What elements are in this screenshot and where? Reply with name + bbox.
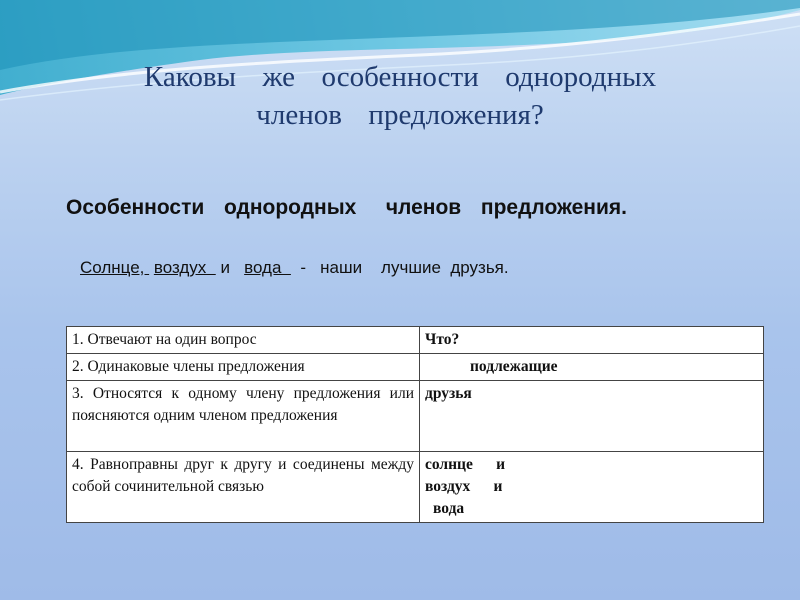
example-word-solnce: Солнце, xyxy=(80,258,150,277)
slide-title-line-1: Каковы же особенности однородных xyxy=(143,61,657,93)
example-separator-2: и xyxy=(215,258,245,277)
table-row xyxy=(67,381,764,452)
table-row xyxy=(67,452,764,523)
example-sentence xyxy=(80,258,509,278)
table-cell-line: друзья xyxy=(425,385,472,402)
example-word-voda: вода xyxy=(244,258,291,277)
example-sentence-rest: - наши лучшие друзья. xyxy=(290,258,509,277)
table-cell-example xyxy=(420,354,764,381)
table-row xyxy=(67,354,764,381)
table-cell-example xyxy=(420,452,764,523)
features-table xyxy=(66,326,764,523)
table-cell-line: Что? xyxy=(425,331,460,348)
table-cell-feature: 4. Равноправны друг к другу и соединены между собой сочинительной связью xyxy=(67,452,420,523)
table-cell-feature: 2. Одинаковые члены предложения xyxy=(67,354,420,381)
table-cell-line: солнце и xyxy=(425,456,506,473)
slide-title xyxy=(0,58,800,134)
table-cell-line: воздух и xyxy=(425,478,503,495)
table-cell-line: подлежащие xyxy=(470,358,558,375)
table-cell-feature: 3. Относятся к одному члену предложения или поясняются одним членом предложения xyxy=(67,381,420,452)
table-cell-example xyxy=(420,381,764,452)
table-row xyxy=(67,327,764,354)
section-heading: Особенности однородных членов предложения. xyxy=(66,196,627,219)
slide-title-line-2: членов предложения? xyxy=(256,99,544,131)
table-cell-example xyxy=(420,327,764,354)
table-cell-feature: 1. Отвечают на один вопрос xyxy=(67,327,420,354)
example-word-vozdukh: воздух xyxy=(153,258,216,277)
table-cell-line: вода xyxy=(433,500,465,517)
